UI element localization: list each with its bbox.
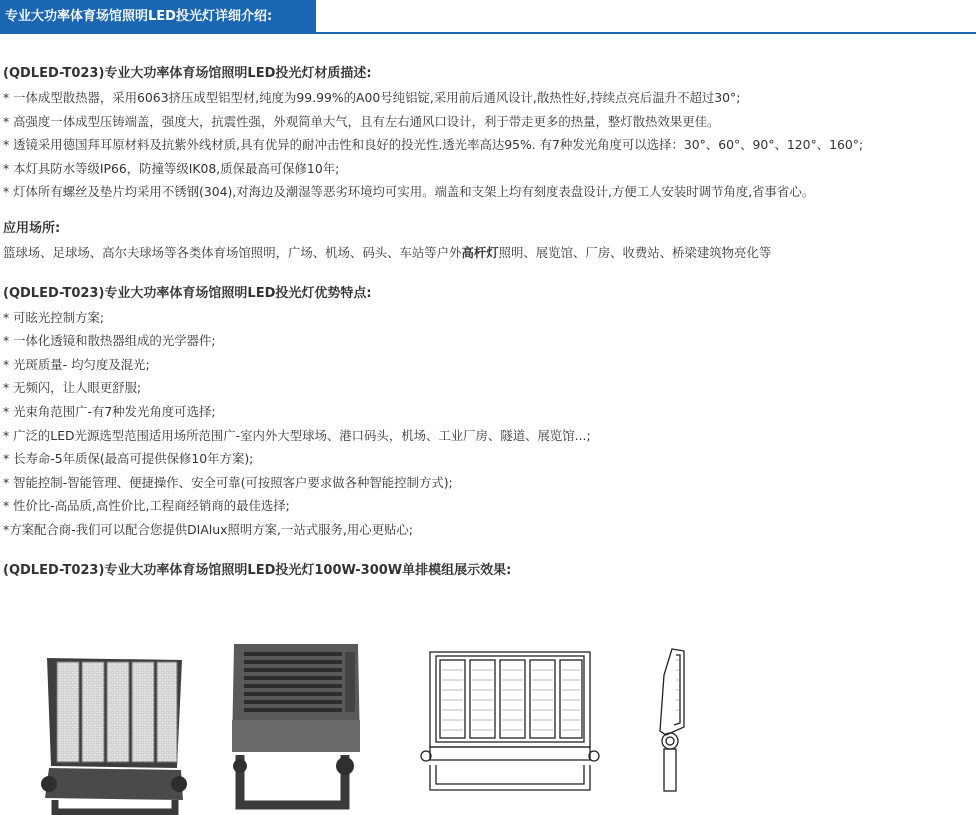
application-text-after: 照明、展览馆、厂房、收费站、桥梁建筑物亮化等 bbox=[498, 244, 772, 260]
advantage-list-item: * 光束角范围广-有7种发光角度可选择; bbox=[3, 403, 216, 419]
advantage-list-item: * 长寿命-5年质保(最高可提供保修10年方案); bbox=[3, 451, 254, 467]
advantage-list-item: *方案配合商-我们可以配合您提供DIAlux照明方案,一站式服务,用心更贴心; bbox=[3, 521, 413, 537]
floodlight-rear-image bbox=[220, 640, 365, 810]
advantage-list-item: * 光斑质量- 均匀度及混光; bbox=[3, 356, 150, 372]
advantage-list-item: * 一体化透镜和散热器组成的光学器件; bbox=[3, 333, 216, 349]
material-list-item: * 灯体所有螺丝及垫片均采用不锈钢(304),对海边及潮湿等恶劣环境均可实用。端盖和支架上均有刻度表盘设计,方便工人安装时调节角度,省事省心。 bbox=[3, 184, 815, 200]
advantage-list-item: * 智能控制-智能管理、便捷操作、安全可靠(可按照客户要求做各种智能控制方式); bbox=[3, 474, 453, 490]
advantage-list-item: * 广泛的LED光源选型范围适用场所范围广-室内外大型球场、港口码头，机场、工业厂房、隧道、展览馆...; bbox=[3, 427, 591, 443]
material-title: (QDLED-T023)专业大功率体育场馆照明LED投光灯材质描述: bbox=[3, 66, 372, 81]
article-content bbox=[3, 62, 973, 583]
material-list-item: * 高强度一体成型压铸端盖，强度大，抗震性强，外观简单大气，且有左右通风口设计，利于带走更多的热量，整灯散热效果更佳。 bbox=[3, 113, 720, 129]
floodlight-front-drawing bbox=[420, 650, 600, 800]
product-images bbox=[0, 625, 976, 815]
application-text-before: 篮球场、足球场、高尔夫球场等各类体育场馆照明，广场、机场、码头、车站等户外 bbox=[3, 244, 462, 260]
display-title: (QDLED-T023)专业大功率体育场馆照明LED投光灯100W-300W单排模组展示效果: bbox=[3, 562, 512, 578]
floodlight-side-drawing bbox=[650, 645, 690, 795]
material-list-item: * 本灯具防水等级IP66，防撞等级IK08,质保最高可保修10年; bbox=[3, 160, 340, 176]
material-list bbox=[3, 86, 973, 204]
advantage-list-item: * 可眩光控制方案; bbox=[3, 309, 105, 325]
advantage-list-item: * 性价比-高品质,高性价比,工程商经销商的最佳选择; bbox=[3, 498, 290, 514]
advantage-list-item: * 无频闪，让人眼更舒服; bbox=[3, 380, 142, 396]
material-list-item: * 一体成型散热器，采用6063挤压成型铝型材,纯度为99.99%的A00号纯铝锭,采用前后通风设计,散热性好,持续点亮后温升不超过30°; bbox=[3, 90, 741, 105]
application-title: 应用场所: bbox=[3, 220, 61, 236]
floodlight-front-image bbox=[35, 650, 190, 815]
header-bar bbox=[0, 0, 976, 34]
section-header-title: 专业大功率体育场馆照明LED投光灯详细介绍: bbox=[0, 0, 316, 34]
advantages-list bbox=[3, 306, 973, 542]
material-list-item: * 透镜采用德国拜耳原材料及抗紫外线材质,具有优异的耐冲击性和良好的投光性.透光率高达95%. 有7种发光角度可以选择：30°、60°、90°、120°、160°; bbox=[3, 137, 864, 153]
advantages-title: (QDLED-T023)专业大功率体育场馆照明LED投光灯优势特点: bbox=[3, 285, 372, 301]
high-pole-light-link[interactable]: 高杆灯 bbox=[461, 244, 499, 260]
application-text bbox=[3, 241, 973, 265]
